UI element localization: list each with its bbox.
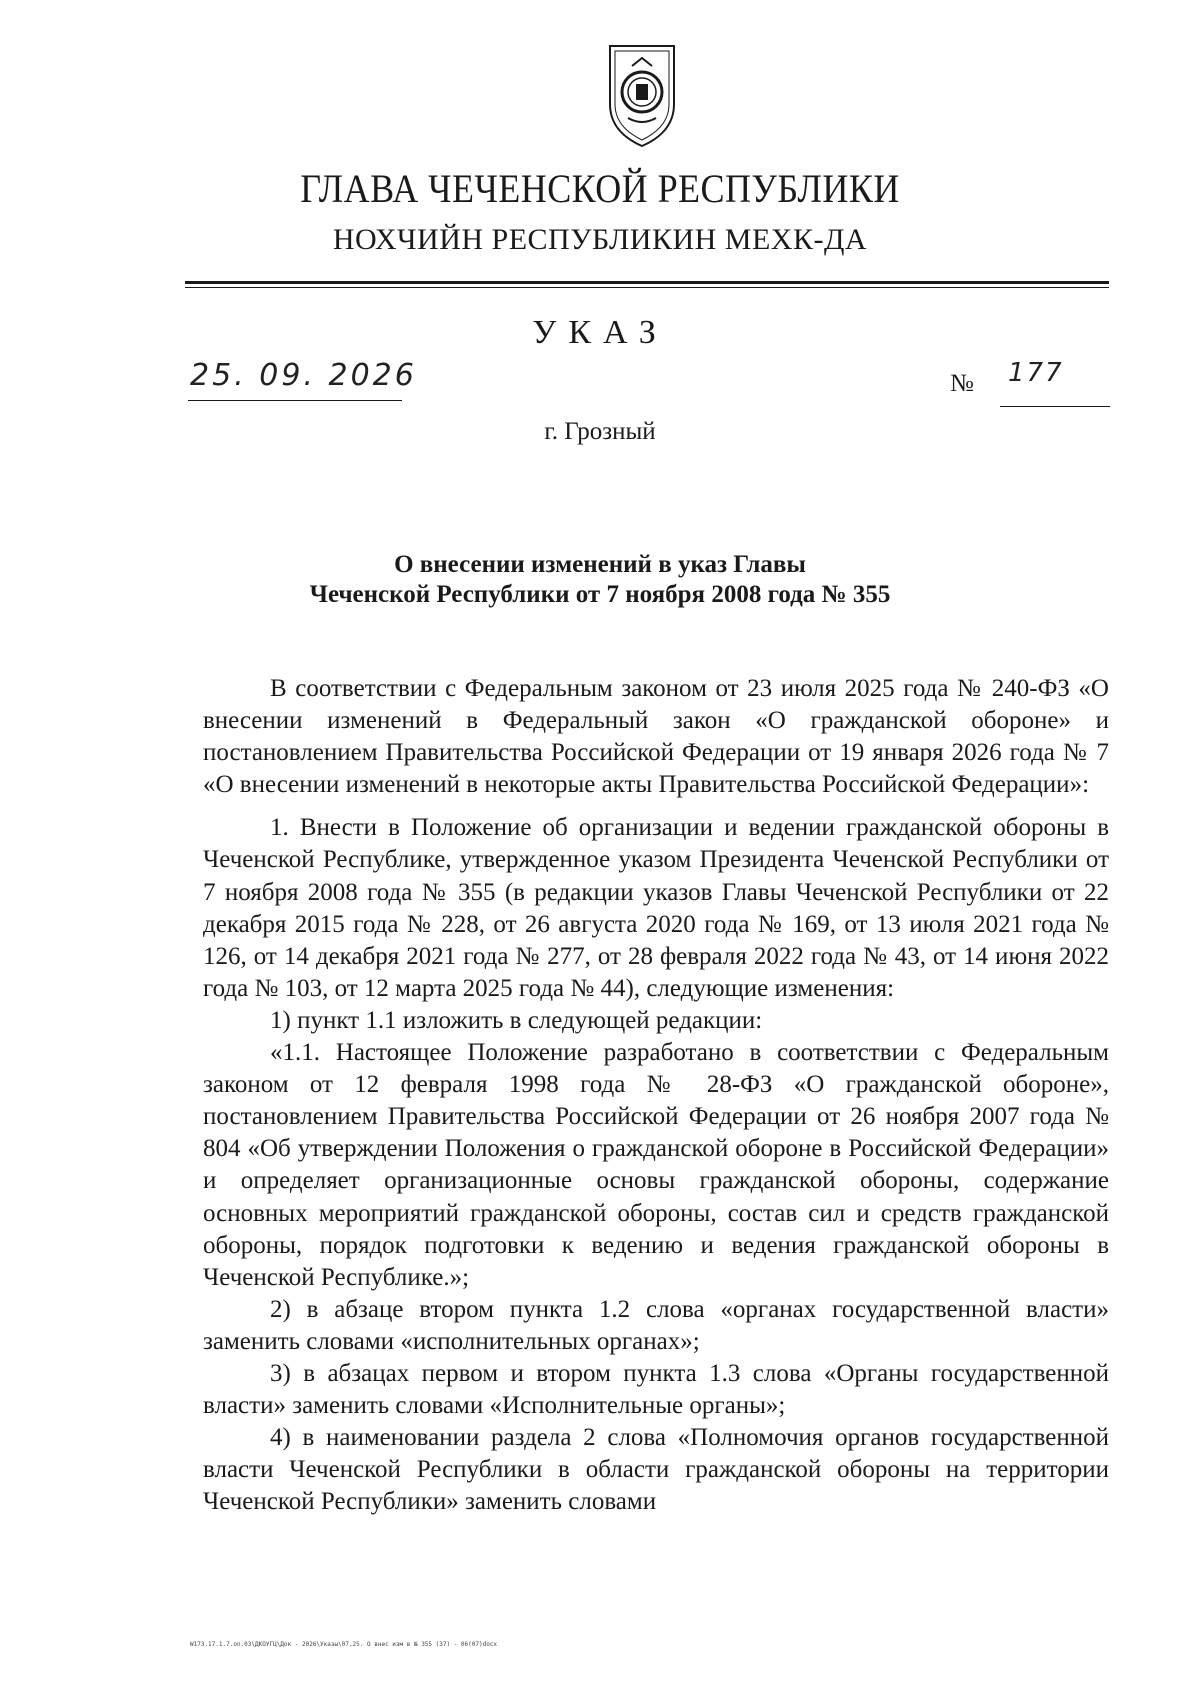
body-paragraph: 1. Внести в Положение об организации и ведении гражданской обороны в Чеченской Республике, утвержденное указом Президента Чеченской Республики от 7 ноября 2008 года № 355 (в редакции указов Главы Чеченской Республики от 22 декабря 2015 года № 228, от 26 августа 2020 года № 169, от 13 июля 2021 года № 126, от 14 декабря 2021 года № 277, от 28 февраля 2022 года № 43, от 14 июня 2022 года № 103, от 12 марта 2025 года № 44), следующие изменения: — [203, 814, 1109, 1002]
body-paragraph: «1.1. Настоящее Положение разработано в соответствии с Федеральным законом от 12 февраля 1998 года № 28-ФЗ «О гражданской обороне», постановлением Правительства Российской Федерации от 26 ноября 2007 года № 804 «Об утверждении Положения о гражданской обороне в Российской Федерации» и определяет организационные основы гражданской обороны, содержание основных мероприятий гражданской обороны, состав сил и средств гражданской обороны, порядок подготовки к ведению и ведения гражданской обороны в Чеченской Республике.»; — [203, 1039, 1109, 1291]
body-paragraph: В соответствии с Федеральным законом от 23 июля 2025 года № 240-ФЗ «О внесении изменений в Федеральный закон «О гражданской обороне» и постановлением Правительства Российской Федерации от 19 января 2026 года № 7 «О внесении изменений в некоторые акты Правительства Российской Федерации»: — [203, 675, 1109, 799]
document-body — [203, 673, 1109, 1518]
subject-line: Чеченской Республики от 7 ноября 2008 года № 355 — [309, 581, 891, 608]
document-date: 25. 09. 2026 — [190, 358, 417, 393]
body-paragraph: 2) в абзаце втором пункта 1.2 слова «органах государственной власти» заменить словами «исполнительных органах»; — [203, 1295, 1109, 1355]
number-underline — [1000, 406, 1110, 407]
issuer-title-chechen: НОХЧИЙН РЕСПУБЛИКИН МЕХК-ДА — [332, 223, 868, 256]
file-path-footer: W173.17.1.7.on.03\ДКОУГЦ\Док - 2026\Указы\07.25. О внес изм в № 355 (37) - 06(07)docx — [190, 1641, 498, 1648]
body-paragraph: 4) в наименовании раздела 2 слова «Полномочия органов государственной власти Чеченской Республики в области гражданской обороны на территории Чеченской Республики» заменить словами — [203, 1424, 1109, 1516]
document-subject — [0, 550, 1200, 610]
issue-place: г. Грозный — [544, 418, 656, 445]
document-number: 177 — [1008, 358, 1064, 388]
date-underline — [188, 400, 402, 401]
issuer-title-russian: ГЛАВА ЧЕЧЕНСКОЙ РЕСПУБЛИКИ — [300, 166, 900, 211]
body-paragraph: 3) в абзацах первом и втором пункта 1.3 слова «Органы государственной власти» заменить словами «Исполнительные органы»; — [203, 1359, 1109, 1420]
number-sign: № — [950, 370, 974, 397]
header-rule-thin — [185, 287, 1109, 288]
header-rule-thick — [185, 281, 1109, 284]
subject-line: О внесении изменений в указ Главы — [394, 551, 806, 578]
document-type: УКАЗ — [532, 314, 668, 351]
body-paragraph: 1) пункт 1.1 изложить в следующей редакции: — [270, 1006, 763, 1034]
coat-of-arms-icon — [606, 42, 678, 150]
